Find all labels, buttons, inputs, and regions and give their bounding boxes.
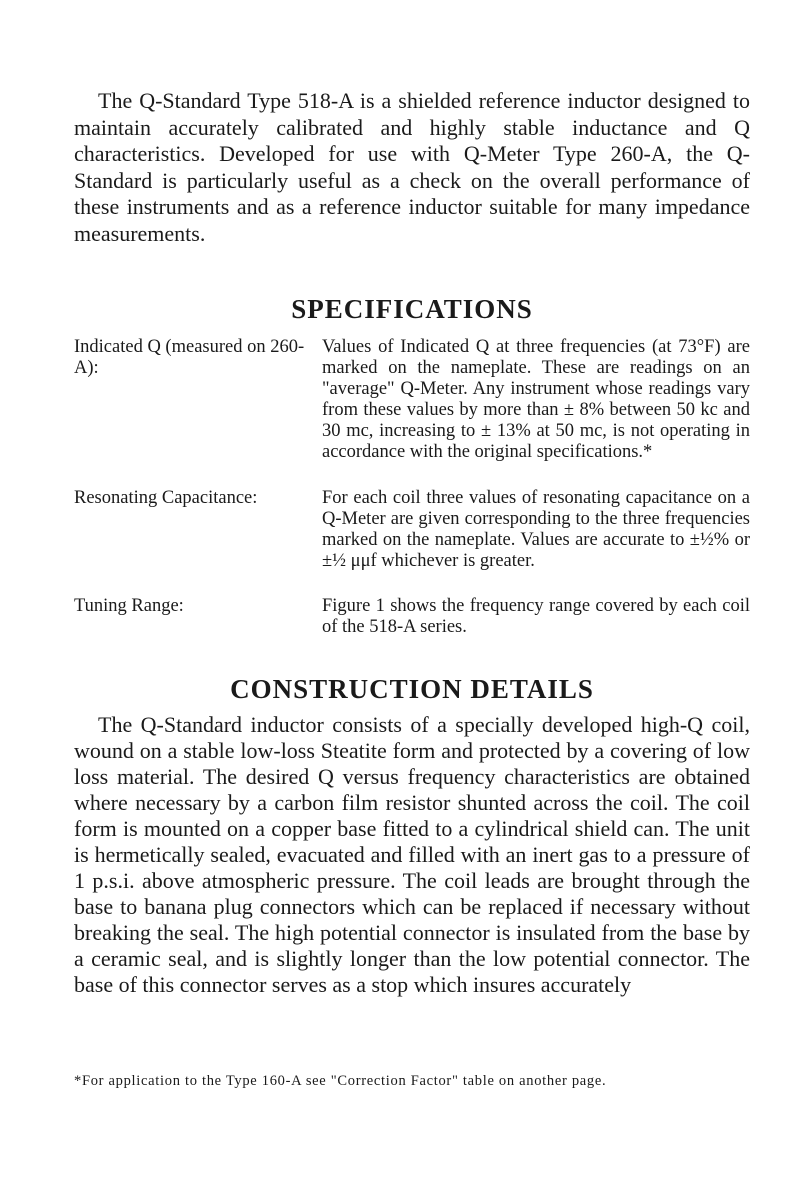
spec-label-tuning-range: Tuning Range: bbox=[74, 596, 184, 616]
spec-row-indicated-q bbox=[74, 337, 750, 488]
spec-label-resonating-capacitance: Resonating Capacitance: bbox=[74, 488, 258, 508]
construction-details-paragraph: The Q-Standard inductor consists of a specially developed high-Q coil, wound on a stable low-loss Steatite form and protected by a covering of low loss material. The desired Q versus frequency characteristics are obtained where necessary by a carbon film resistor shunted across the coil. The coil form is mounted on a copper base fitted to a cylindrical shield can. The unit is hermetically sealed, evacuated and filled with an inert gas to a pressure of 1 p.s.i. above atmospheric pressure. The coil leads are brought through the base to banana plug connectors which can be replaced if necessary without breaking the seal. The high potential connector is insulated from the base by a ceramic seal, and is slightly longer than the low potential connector. The base of this connector serves as a stop which insures accurately bbox=[74, 712, 750, 997]
intro-paragraph: The Q-Standard Type 518-A is a shielded reference inductor designed to maintain accurately calibrated and highly stable inductance and Q characteristics. Developed for use with Q-Meter Type 260-A, the Q-Standard is particularly useful as a check on the overall performance of these instruments and as a reference inductor suitable for many impedance measurements. bbox=[74, 88, 750, 246]
specifications-heading: SPECIFICATIONS bbox=[291, 294, 533, 324]
specifications-list bbox=[74, 337, 750, 640]
footnote: *For application to the Type 160-A see "Correction Factor" table on another page. bbox=[74, 1073, 607, 1089]
spec-row-resonating-capacitance bbox=[74, 488, 750, 596]
spec-value-indicated-q: Values of Indicated Q at three frequencies (at 73°F) are marked on the nameplate. These are readings on an "average" Q-Meter. Any instrument whose readings vary from these values by more than ± 8% between 50 kc and 30 mc, increasing to ± 13% at 50 mc, is not operating in accordance with the original specifications.* bbox=[322, 337, 750, 462]
construction-details-heading: CONSTRUCTION DETAILS bbox=[230, 674, 594, 704]
spec-value-resonating-capacitance: For each coil three values of resonating capacitance on a Q-Meter are given corresponding to the three frequencies marked on the nameplate. Values are accurate to ±½% or ±½ μμf whichever is greater. bbox=[322, 488, 750, 571]
spec-row-tuning-range bbox=[74, 596, 750, 640]
spec-label-indicated-q: Indicated Q (measured on 260-A): bbox=[74, 337, 305, 378]
spec-value-tuning-range: Figure 1 shows the frequency range covered by each coil of the 518-A series. bbox=[322, 596, 750, 637]
